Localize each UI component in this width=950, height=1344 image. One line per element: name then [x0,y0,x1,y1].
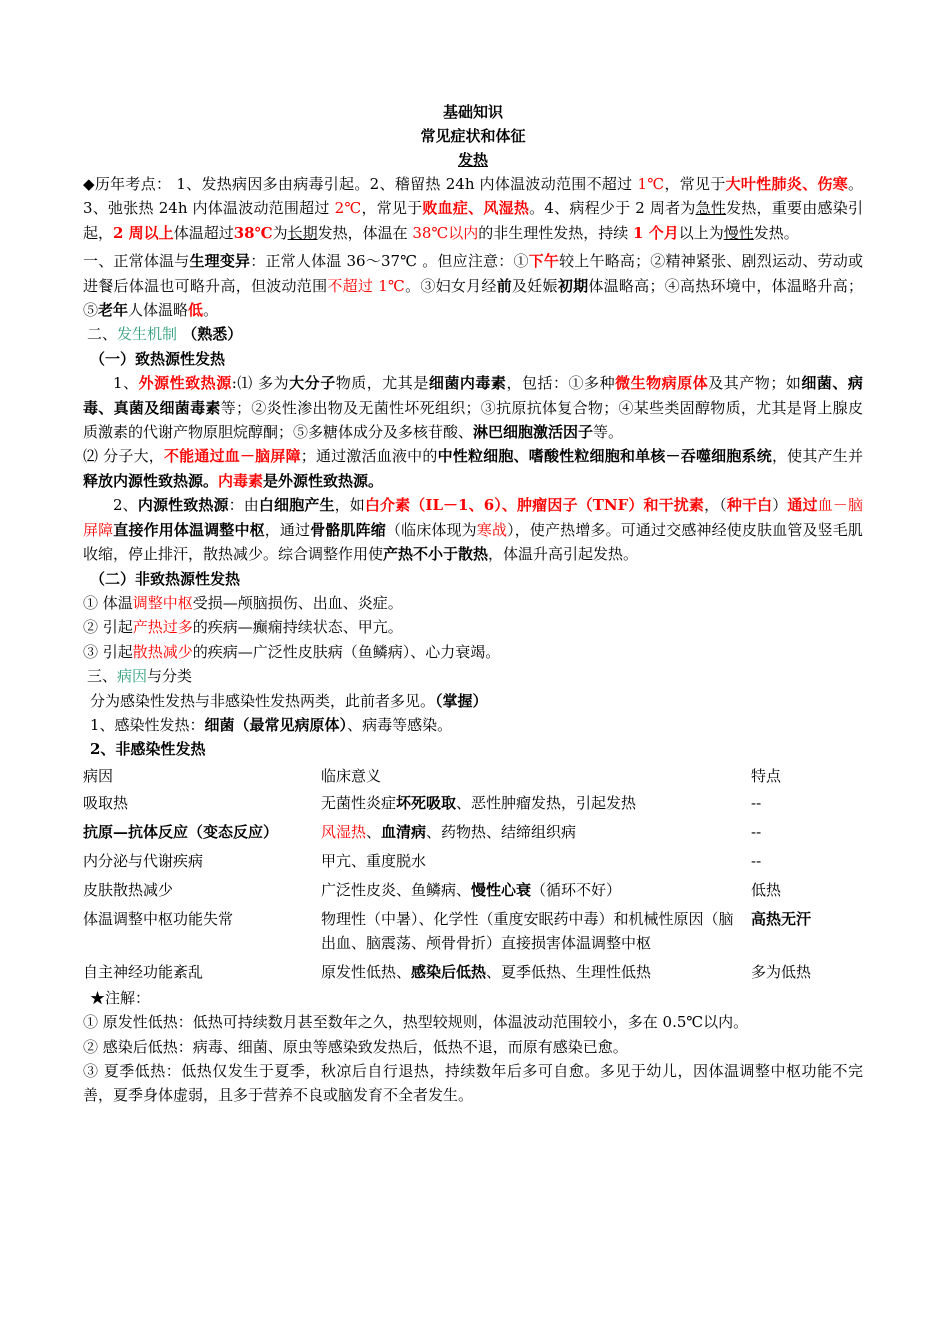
text-run: 不超过 1℃ [327,276,406,295]
text-run: 细菌内毒素 [428,374,507,393]
text-run: 细菌、病毒、真菌及细菌毒素 [83,374,863,417]
text-run: 初期 [557,276,589,295]
text-run: 。③妇女月经 [405,276,497,295]
text-run: 与分类 [147,667,193,686]
text-run: 外源性致热源 [138,374,232,393]
table-cell: 甲亢、重度脱水 [321,851,427,870]
non-pyrogenic-item-1 [83,591,863,615]
non-infectious-fever-heading: 2、非感染性发热 [90,740,206,759]
subheading-non-pyrogenic: （二）非致热源性发热 [90,569,241,588]
note-item-2: ② 感染后低热：病毒、细菌、原虫等感染致发热后，低热不退，而原有感染已愈。 [83,1037,628,1056]
text-run: 的非生理性发热，持续 [478,223,634,242]
table-row [83,846,863,875]
text-run: （熟悉） [177,325,243,344]
table-cell: 物理性（中暑）、化学性（重度安眠药中毒）和机械性原因（脑出血、脑震荡、颅骨骨折）直接损害体温调整中枢 [321,909,734,952]
text-run: 白细胞产生 [258,496,335,515]
text-run: 败血症、风湿热 [422,199,530,218]
table-header-cell: 临床意义 [321,766,382,785]
notes-heading: ★注解： [90,988,151,1007]
text-run: （临床体现为 [385,520,477,539]
text-run: 内源性致热源 [137,496,229,515]
doc-title-fever: 发热 [457,151,488,169]
text-run: 分为感染性发热与非感染性发热两类，此前者多见。 [90,691,436,710]
text-run: 38℃ [233,223,273,242]
text-run: 、夏季低热、生理性低热 [486,962,652,981]
text-run: 散热减少 [132,642,193,661]
text-run: 细菌（最常见病原体） [204,715,348,734]
text-run: 二、 [87,325,118,344]
text-run: 原发性低热、 [321,962,412,981]
table-cell: -- [751,793,762,812]
table-cell: -- [751,822,762,841]
text-run: 发热。 [753,223,799,242]
non-infectious-fever-table [83,764,863,986]
table-cell [321,957,751,986]
classification-intro [83,689,863,713]
text-run: 物质，尤其是 [335,374,429,393]
table-header-row [83,764,863,788]
text-run: ，常见于 [664,175,726,193]
non-pyrogenic-item-3 [83,640,863,664]
doc-title-basic: 基础知识 [442,103,503,121]
text-run: ③ 引起 [83,642,133,661]
table-cell: 高热无汗 [751,909,812,928]
text-run: 及其产物；如 [708,374,802,393]
text-run: 寒战 [476,520,508,539]
text-run: 三、 [87,667,118,686]
text-run: 较上午略高；②精神紧张、剧烈运动、劳动或进餐后体温也可略升高，但波动范围 [83,252,863,295]
section-heading-etiology [83,664,863,688]
text-run: ，体温升高引起发热。 [488,545,639,564]
table-cell: 体温调整中枢功能失常 [83,909,234,928]
table-cell: 抗原—抗体反应（变态反应） [83,822,279,841]
text-run: 2 周以上 [113,223,174,242]
text-run: 。4、病程少于 2 周者为 [529,199,696,218]
table-cell [321,817,751,846]
table-cell: 内分泌与代谢疾病 [83,851,204,870]
text-run: 38℃以内 [412,223,479,242]
text-run: ，如 [334,496,365,515]
text-run: 1℃ [637,175,665,193]
text-run: 低 [188,301,204,320]
text-run: 体温略高；④高热环境中，体温略升高；⑤ [83,276,863,320]
table-header-cell: 特点 [751,766,782,785]
text-run: 1、 [113,374,139,393]
text-run: ：正常人体温 36～37℃ 。但应注意：① [250,252,529,271]
non-pyrogenic-item-2 [83,615,863,639]
text-run: 风湿热 [321,822,367,841]
text-run: 坏死吸取 [396,793,457,812]
text-run: 内毒素 [218,471,264,490]
table-cell: 自主神经功能紊乱 [83,962,204,981]
table-cell: 多为低热 [751,962,812,981]
text-run: 生理变异 [189,252,251,271]
text-run: 释放内源性致热源。 [83,471,219,490]
text-run: 2、 [113,496,138,515]
text-run: 的疾病—广泛性皮肤病（鱼鳞病）、心力衰竭。 [192,642,501,661]
text-run: 调整中枢 [132,593,193,612]
text-run: 、恶性肿瘤发热，引起发热 [456,793,637,812]
text-run: 发热，重要由感染引起， [83,199,863,242]
text-run: 直接作用体温调整中枢 [113,520,265,539]
text-run: 产热过多 [132,618,193,637]
text-run: ，常见于 [361,199,423,218]
text-run: （掌握） [435,691,488,710]
text-run: 淋巴细胞激活因子 [473,423,594,442]
text-run: 发生机制 [117,325,178,344]
text-run: ◆历年考点： 1、发热病因多由病毒引起。2、稽留热 24h 内体温波动范围不超过 [83,175,638,193]
text-run: ，包括：①多种 [506,374,616,393]
note-item-1: ① 原发性低热：低热可持续数月甚至数年之久，热型较规则，体温波动范围较小，多在 0.5℃以内。 [83,1013,749,1032]
text-run: 下午 [528,252,560,271]
text-run: 是外源性致热源。 [263,471,384,490]
section-heading-mechanism [83,322,863,346]
text-run: 无菌性炎症 [321,793,397,812]
text-run: 一、正常体温与 [83,252,190,271]
text-run: 前 [496,276,512,295]
text-run: 骨骼肌阵缩 [310,520,386,539]
endogenous-pyrogen-paragraph [83,493,863,566]
text-run: 的疾病—癫痫持续状态、甲亢。 [192,618,403,637]
text-run: 白介素（IL－1、6）、肿瘤因子（TNF）和干扰素 [364,496,705,515]
text-run: 以上为 [678,223,724,242]
table-cell: 吸取热 [83,793,129,812]
text-run: 血清病 [381,822,427,841]
text-run: :⑴ 多为 [231,374,290,393]
subheading-pyrogenic: （一）致热源性发热 [90,349,226,368]
text-run: 广泛性皮炎、鱼鳞病、 [321,880,472,899]
text-run: 慢性 [723,223,754,242]
table-row [83,817,863,846]
text-run: 及妊娠 [511,276,558,295]
text-run: 慢性心衰 [471,880,532,899]
table-row [83,788,863,817]
table-cell: -- [751,851,762,870]
normal-temperature-paragraph [83,249,863,322]
exogenous-pyrogen-paragraph [83,371,863,444]
text-run: 1 个月 [633,223,679,242]
document-page [83,100,863,1108]
text-run: 等。 [593,423,624,442]
text-run: 等；②炎性渗出物及无菌性坏死组织；③抗原抗体复合物；④某些类固醇物质，尤其是肾上腺皮质激素的代谢产物原胆烷醇酮；⑤多糖体成分及多核苷酸、 [83,398,863,442]
doc-title-symptoms: 常见症状和体征 [420,127,526,145]
text-run: 、病毒等感染。 [347,715,453,734]
text-run: （循环不好） [531,880,622,899]
text-run: 2℃ [334,199,362,218]
text-run: 1、感染性发热： [90,715,205,734]
text-run: 。3、弛张热 24h 内体温波动范围超过 [83,175,863,218]
text-run: 中性粒细胞、嗜酸性粒细胞和单核－吞噬细胞系统 [437,447,772,466]
text-run: 受损—颅脑损伤、出血、炎症。 [192,593,403,612]
table-cell: 皮肤散热减少 [83,880,174,899]
text-run: 通过 [787,496,818,515]
text-run: ，（ [704,496,727,515]
text-run: 体温超过 [173,223,234,242]
text-run: 长期 [287,223,318,242]
text-run: 急性 [695,199,727,218]
text-run: 血－脑屏障 [83,496,863,539]
text-run: 感染后低热 [411,962,487,981]
text-run: 病因 [117,667,148,686]
table-row [83,904,863,957]
text-run: 大分子 [289,374,336,393]
text-run: 种干白 [726,496,773,515]
text-run: ② 引起 [83,618,133,637]
text-run: 、药物热、结缔组织病 [426,822,577,841]
text-run: ⑵ 分子大， [83,447,164,466]
text-run: 大叶性肺炎、伤寒 [725,175,848,193]
table-cell [321,875,751,904]
infectious-fever-line [83,713,863,737]
note-item-3: ③ 夏季低热：低热仅发生于夏季，秋凉后自行退热，持续数年后多可自愈。多见于幼儿，因体温调整中枢功能不完善，夏季身体虚弱，且多于营养不良或脑发育不全者发生。 [83,1061,863,1105]
text-run: ；通过激活血液中的 [300,447,438,466]
text-run: 老年 [98,301,129,320]
text-run: 、 [366,822,382,841]
text-run: 人体温略 [128,301,189,320]
table-row [83,875,863,904]
text-run: 不能通过血－脑屏障 [163,447,301,466]
table-cell: 低热 [751,880,782,899]
table-row [83,957,863,986]
text-run: ，通过 [264,520,311,539]
text-run: 。 [203,301,219,320]
text-run: 为 [272,223,288,242]
text-run: ：由 [228,496,259,515]
blood-brain-barrier-paragraph [83,444,863,493]
text-run: 发热，体温在 [317,223,413,242]
text-run: ） [772,496,788,515]
text-run: 产热不小于散热 [383,545,489,564]
text-run: ，使其产生并 [771,447,863,466]
text-run: ），使产热增多。可通过交感神经使皮肤血管及竖毛肌收缩，停止排汗，散热减少。综合调整作用使 [83,520,863,564]
table-header-cell: 病因 [83,766,114,785]
text-run: ① 体温 [83,593,133,612]
history-points-paragraph [83,172,863,245]
table-cell [321,788,751,817]
text-run: 微生物病原体 [615,374,709,393]
